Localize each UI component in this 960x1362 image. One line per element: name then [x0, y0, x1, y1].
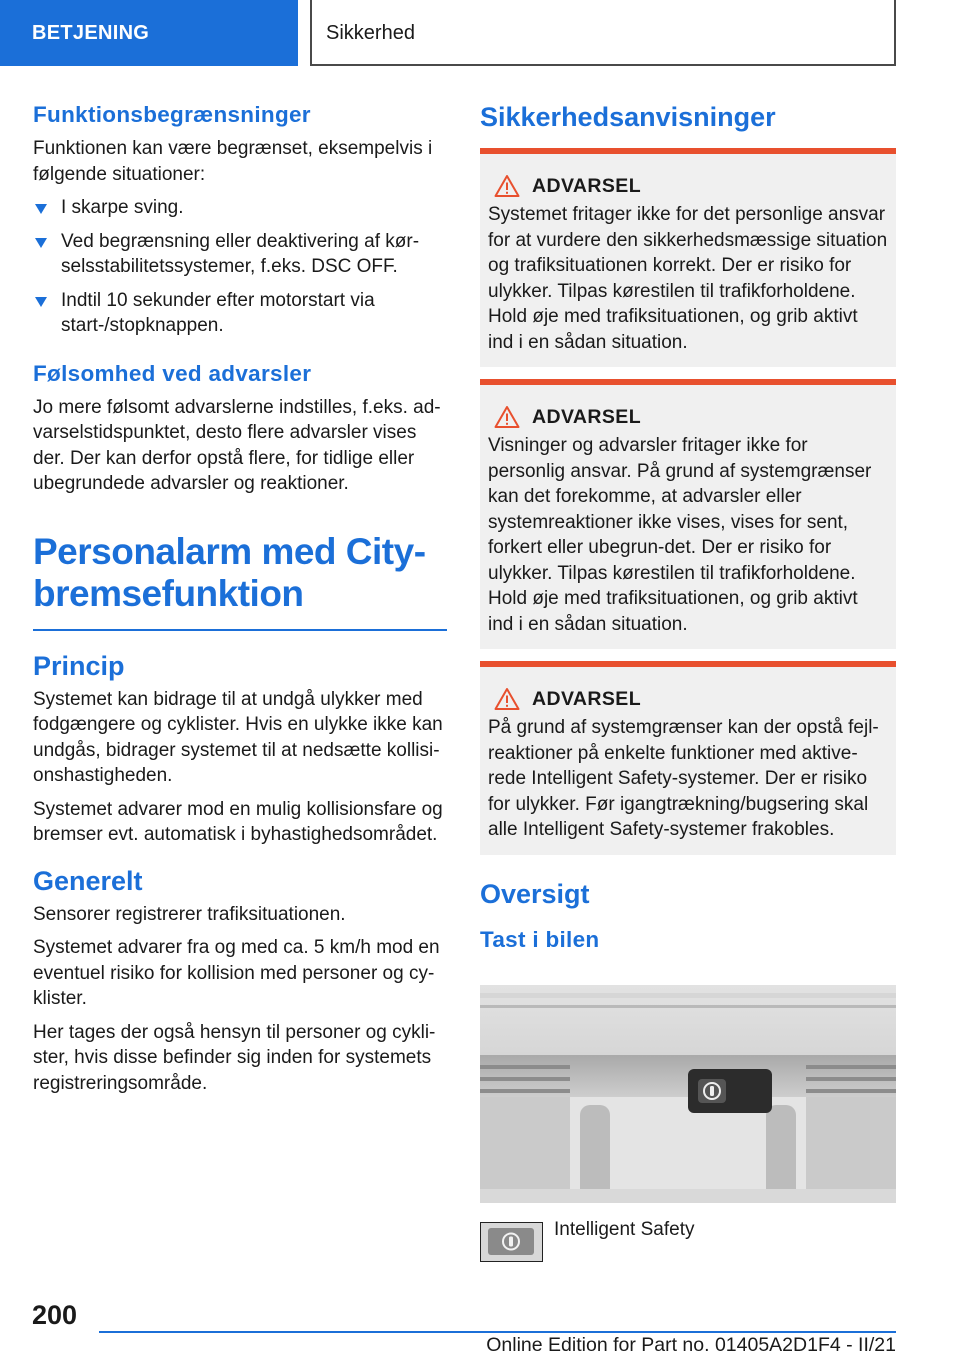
dashboard-button-photo — [480, 985, 896, 1203]
left-column — [33, 100, 447, 1104]
intelligent-safety-button-icon — [480, 1222, 543, 1262]
warning-label: ADVARSEL — [532, 687, 642, 710]
limits-list — [33, 195, 447, 339]
header-section-label: BETJENING — [0, 0, 298, 66]
warning-label: ADVARSEL — [532, 174, 642, 197]
bullet-triangle-icon — [35, 204, 47, 214]
list-item — [33, 195, 447, 221]
button-heading: Tast i bilen — [480, 926, 600, 952]
warning-triangle-icon — [494, 174, 520, 198]
general-paragraph-2: Systemet advarer fra og med ca. 5 km/h mod en eventuel risiko for kollision med personer og cy-klister. — [33, 937, 440, 1009]
limits-heading: Funktionsbegrænsninger — [33, 102, 311, 127]
dashboard-illustration — [480, 985, 896, 1203]
legend-label: Intelligent Safety — [554, 1219, 695, 1240]
general-paragraph-3: Her tages der også hensyn til personer og cykli-ster, hvis disse befinder sig inden for systemets registreringsområde. — [33, 1021, 436, 1094]
bullet-triangle-icon — [35, 297, 47, 307]
bullet-triangle-icon — [35, 238, 47, 248]
general-paragraph-1: Sensorer registrerer trafiksituationen. — [33, 903, 346, 925]
warning-label: ADVARSEL — [532, 405, 642, 428]
footer-edition: Online Edition for Part no. 01405A2D1F4 - II/21 — [486, 1334, 896, 1356]
list-item-text: Indtil 10 sekunder efter motorstart via start-/stopknappen. — [61, 289, 375, 336]
list-item-text: Ved begrænsning eller deaktivering af kør-selsstabilitetssystemer, f.eks. DSC OFF. — [61, 230, 420, 277]
safety-heading: Sikkerhedsanvisninger — [480, 102, 776, 132]
warning-text: Visninger og advarsler fritager ikke for personlig ansvar. På grund af systemgrænser kan det forekomme, at advarsler eller systemreaktioner ikke vises, vises for sent, forkert eller ubegrun-det. Der er risiko for ulykker. Tilpas kørestilen til trafikforholdene. Hold øje med trafiksituationen, og grib aktivt ind i en sådan situation. — [488, 435, 872, 635]
list-item-text: I skarpe sving. — [61, 197, 184, 218]
right-column — [480, 100, 896, 961]
warning-triangle-icon — [494, 405, 520, 429]
principle-paragraph-2: Systemet advarer mod en mulig kollisionsfare og bremser evt. automatisk i byhastighedsområdet. — [33, 798, 443, 845]
warning-triangle-icon — [494, 687, 520, 711]
list-item — [33, 288, 447, 339]
main-title-line-1: Personalarm med City- — [33, 530, 426, 572]
principle-heading: Princip — [33, 650, 125, 681]
warning-box — [480, 148, 896, 367]
limits-intro: Funktionen kan være begrænset, eksempelvis i følgende situationer: — [33, 138, 433, 185]
page-number: 200 — [32, 1300, 78, 1330]
sensitivity-heading: Følsomhed ved advarsler — [33, 360, 312, 386]
warning-box — [480, 379, 896, 649]
overview-heading: Oversigt — [480, 878, 590, 909]
principle-paragraph-1: Systemet kan bidrage til at undgå ulykker med fodgængere og cyklister. Hvis en ulykke ikke kan undgås, bidrager systemet til at nedsætte kollisi-onshastigheden. — [33, 688, 443, 786]
footer-divider — [99, 1331, 896, 1333]
warning-box — [480, 661, 896, 855]
list-item — [33, 229, 447, 280]
sensitivity-text: Jo mere følsomt advarslerne indstilles, f.eks. ad-varselstidspunktet, desto flere advarsler vises der. Der kan derfor opstå flere, for tidlige eller ubegrundede advarsler og reaktioner. — [33, 396, 441, 494]
main-title-line-2: bremsefunktion — [33, 572, 304, 614]
general-heading: Generelt — [33, 865, 143, 896]
warning-text: På grund af systemgrænser kan der opstå fejl-reaktioner på enkelte funktioner med aktive-rede Intelligent Safety-systemer. Der er risiko for ulykker. Før igangtrækning/bugsering skal alle Intelligent Safety-systemer frakobles. — [488, 717, 879, 840]
title-divider — [33, 629, 447, 631]
warning-text: Systemet fritager ikke for det personlige ansvar for at vurdere den sikkerhedsmæssige situation og trafiksituationen korrekt. Der er risiko for ulykker. Tilpas kørestilen til trafikforholdene. Hold øje med trafiksituationen, og grib aktivt ind i en sådan situation. — [488, 204, 888, 353]
header-chapter-label: Sikkerhed — [310, 0, 896, 66]
